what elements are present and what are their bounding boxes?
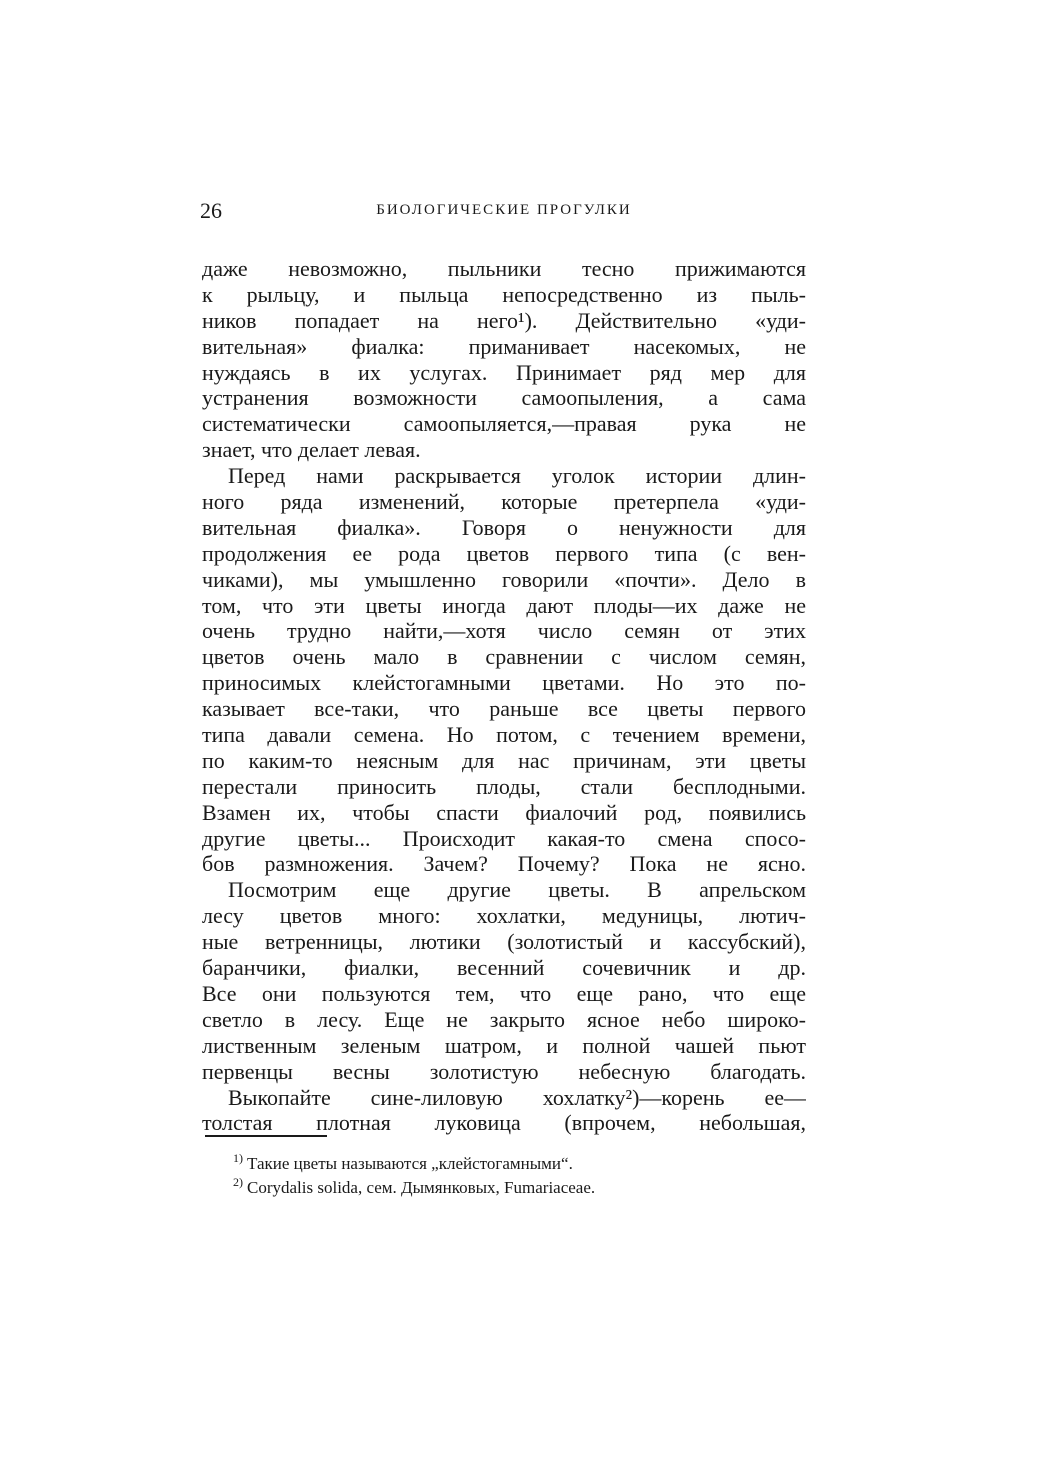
text-line: цветов очень мало в сравнении с числом семян, bbox=[202, 644, 806, 670]
text-line: другие цветы... Происходит какая-то смена спосо- bbox=[202, 825, 806, 851]
text-line: систематически самоопыляется,—правая рука не bbox=[202, 411, 806, 437]
footnote-text: Corydalis solida, сем. Дымянковых, Fumariaceae. bbox=[247, 1178, 596, 1197]
text-line: лесу цветов много: хохлатки, медуницы, лютич- bbox=[202, 903, 806, 929]
page-header bbox=[200, 198, 808, 226]
text-line: первенцы весны золотистую небесную благодать. bbox=[202, 1058, 806, 1084]
running-title: БИОЛОГИЧЕСКИЕ ПРОГУЛКИ bbox=[376, 202, 632, 218]
text-line: лиственным зеленым шатром, и полной чашей пьют bbox=[202, 1032, 806, 1058]
footnote-1 bbox=[233, 1152, 793, 1176]
text-line: ные ветренницы, лютики (золотистый и кассубский), bbox=[202, 929, 806, 955]
text-line: том, что эти цветы иногда дают плоды—их даже не bbox=[202, 592, 806, 618]
text-line: толстая плотная луковица (впрочем, небольшая, bbox=[202, 1110, 806, 1136]
text-line: по каким-то неясным для нас причинам, эти цветы bbox=[202, 747, 806, 773]
text-line: перестали приносить плоды, стали бесплодными. bbox=[202, 773, 806, 799]
text-line: вительная фиалка». Говоря о ненужности для bbox=[202, 514, 806, 540]
text-line: светло в лесу. Еще не закрыто ясное небо широко- bbox=[202, 1006, 806, 1032]
text-line: вительная» фиалка: приманивает насекомых, не bbox=[202, 333, 806, 359]
body-text bbox=[202, 256, 806, 1136]
text-line: Посмотрим еще другие цветы. В апрельском bbox=[228, 877, 806, 903]
text-line: устранения возможности самоопыления, а сама bbox=[202, 385, 806, 411]
text-line: приносимых клейстогамными цветами. Но это по- bbox=[202, 670, 806, 696]
footnotes bbox=[233, 1152, 793, 1200]
text-line: чиками), мы умышленно говорили «почти». Дело в bbox=[202, 566, 806, 592]
text-line: ников попадает на него¹). Действительно «уди- bbox=[202, 307, 806, 333]
footnote-2 bbox=[233, 1176, 793, 1200]
text-line: продолжения ее рода цветов первого типа (с вен- bbox=[202, 540, 806, 566]
text-line: Взамен их, чтобы спасти фиалочий род, появились bbox=[202, 799, 806, 825]
text-line: казывает все-таки, что раньше все цветы первого bbox=[202, 696, 806, 722]
footnote-marker: 1) bbox=[233, 1151, 243, 1166]
text-line: ного ряда изменений, которые претерпела «уди- bbox=[202, 489, 806, 515]
text-line: Перед нами раскрывается уголок истории длин- bbox=[228, 463, 806, 489]
text-line: Выкопайте сине-лиловую хохлатку²)—корень ее— bbox=[228, 1084, 806, 1110]
footnote-divider bbox=[205, 1135, 327, 1137]
text-line: нуждаясь в их услугах. Принимает ряд мер для bbox=[202, 359, 806, 385]
page-number: 26 bbox=[200, 198, 222, 223]
text-line: бов размножения. Зачем? Почему? Пока не ясно. bbox=[202, 851, 806, 877]
text-line: очень трудно найти,—хотя число семян от этих bbox=[202, 618, 806, 644]
text-line: к рыльцу, и пыльца непосредственно из пыль- bbox=[202, 281, 806, 307]
footnote-text: Такие цветы называются „клейстогамными“. bbox=[247, 1154, 573, 1173]
text-line: Все они пользуются тем, что еще рано, что еще bbox=[202, 980, 806, 1006]
footnote-marker: 2) bbox=[233, 1175, 243, 1190]
text-line: знает, что делает левая. bbox=[202, 437, 421, 463]
text-line: баранчики, фиалки, весенний сочевичник и др. bbox=[202, 955, 806, 981]
text-line: даже невозможно, пыльники тесно прижимаются bbox=[202, 256, 806, 281]
text-line: типа давали семена. Но потом, с течением времени, bbox=[202, 722, 806, 748]
